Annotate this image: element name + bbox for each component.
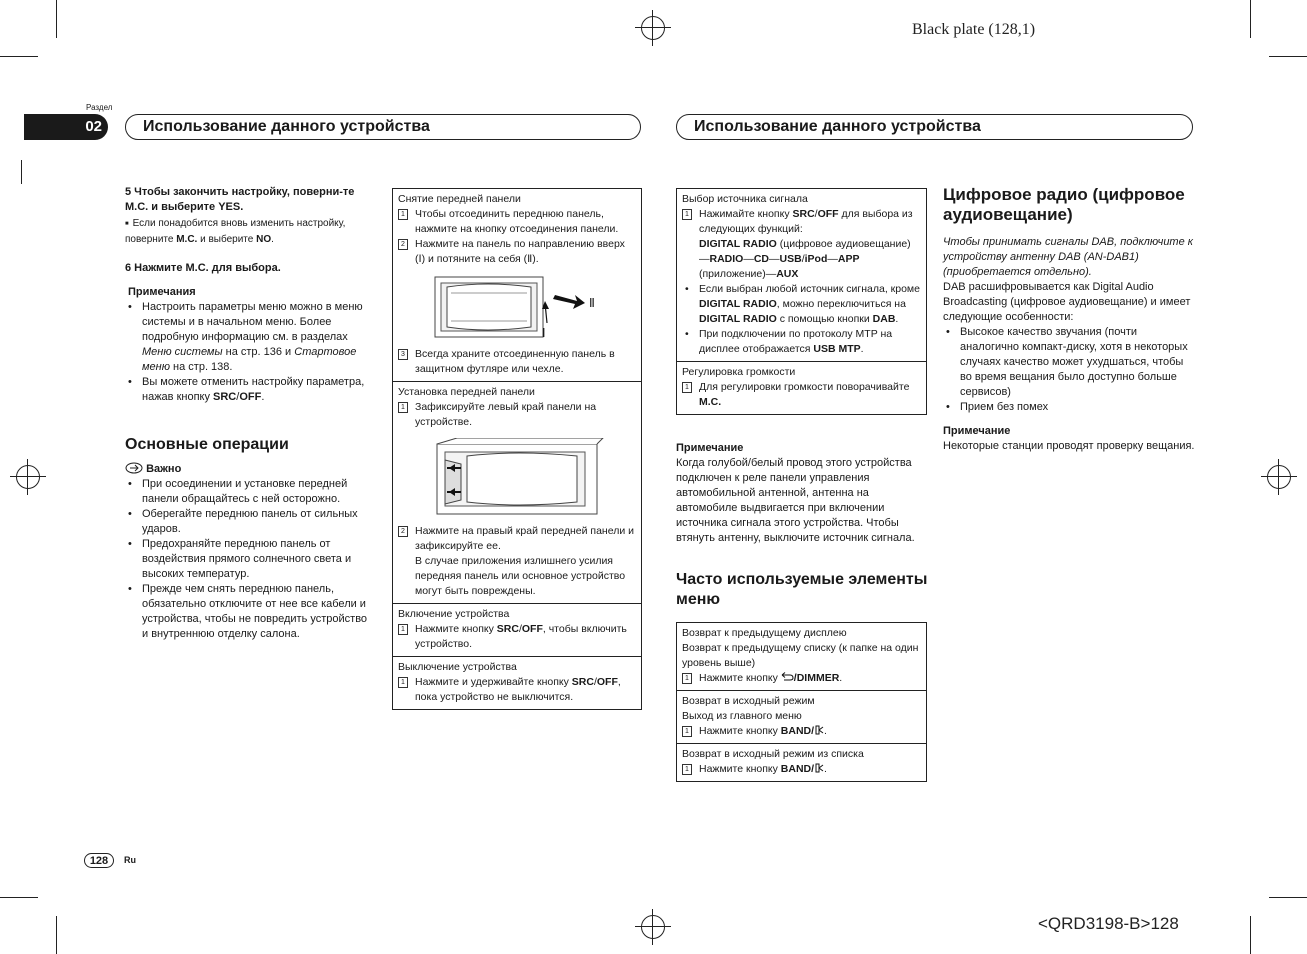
page-title-right: Использование данного устройства — [676, 114, 1193, 140]
crop-mark — [0, 897, 38, 898]
power-on-section — [393, 603, 641, 656]
menu-items-heading: Часто используемые элементы меню — [676, 571, 928, 608]
note-text: Некоторые станции проводят проверку вещания. — [943, 440, 1195, 452]
step-6: 6 Нажмите M.C. для выбора. — [125, 262, 281, 274]
power-off-title: Выключение устройства — [398, 661, 517, 673]
intro-text: DAB расшифровывается как Digital Audio Broadcasting (цифровое аудиовещание) и имеет следующие особенности: — [943, 281, 1191, 323]
crop-mark — [56, 0, 57, 38]
page-title-left: Использование данного устройства — [125, 114, 641, 140]
registration-mark — [635, 10, 671, 46]
menu-item-back: Возврат к предыдущему дисплею Возврат к предыдущему списку (к папке на один уровень выше) 1 Нажмите кнопку /DIMMER. — [677, 623, 926, 690]
crop-mark — [1269, 897, 1307, 898]
install-panel-title: Установка передней панели — [398, 386, 535, 398]
language-code: Ru — [124, 855, 136, 865]
numbered-step: 1 Нажмите кнопку /DIMMER. — [682, 671, 921, 686]
column-3-note — [676, 441, 928, 610]
source-volume-box — [676, 188, 927, 415]
registration-mark — [1261, 459, 1297, 495]
note-text: Когда голубой/белый провод этого устройства подключен к реле панели управления автомобильной антенной, антенна на автомобиле выдвигается при включении источника сигнала этого устройства. Чтобы втянуть антенну, выключите источник сигнала. — [676, 457, 915, 544]
source-select-title: Выбор источника сигнала — [682, 193, 808, 205]
numbered-step: 2 Нажмите на правый край передней панели и зафиксируйте ее. — [398, 524, 636, 554]
list-item: • Настроить параметры меню можно в меню системы и в начальном меню. Более подробную информацию см. в разделах Меню системы на стр. 136 и Стартовое меню на стр. 138. — [128, 301, 363, 373]
arrow-label-1: Ⅰ — [542, 326, 546, 340]
volume-title: Регулировка громкости — [682, 366, 796, 378]
crop-mark — [1250, 0, 1251, 38]
notes-list — [125, 300, 375, 405]
numbered-step: 1 Чтобы отсоединить переднюю панель, нажмите на кнопку отсоединения панели. — [398, 207, 636, 237]
source-notes — [682, 282, 921, 357]
remove-panel-illustration — [427, 273, 607, 343]
menu-item-home: Возврат в исходный режим Выход из главного меню 1 Нажмите кнопку BAND/ . — [677, 690, 926, 743]
plate-label: Black plate (128,1) — [912, 21, 1036, 38]
remove-panel-section — [393, 189, 641, 381]
note-title: Примечание — [943, 425, 1011, 437]
source-list: DIGITAL RADIO (цифровое аудиовещание)—RADIO—CD—USB/iPod—APP (приложение)—AUX — [699, 238, 911, 280]
section-label: Раздел — [86, 103, 113, 112]
crop-mark — [1269, 56, 1307, 57]
column-1 — [125, 185, 375, 642]
crop-mark — [56, 916, 57, 954]
square-bullet-icon: ■ — [125, 221, 129, 227]
list-item: • Прием без помех — [946, 401, 1049, 413]
list-item: • Оберегайте переднюю панель от сильных ударов. — [128, 508, 358, 535]
numbered-step: 2 Нажмите на панель по направлению вверх (Ⅰ) и потяните на себя (Ⅱ). — [398, 237, 636, 267]
list-item: • Высокое качество звучания (почти аналогично компакт-диску, хотя в некоторых случаях качество может ухудшаться, чтобы во время вещания было доступно больше сервисов) — [946, 326, 1188, 398]
numbered-step: 1 Для регулировки громкости поворачивайте M.C. — [682, 380, 921, 410]
registration-mark — [635, 909, 671, 945]
numbered-step: 1 Зафиксируйте левый край панели на устройстве. — [398, 400, 636, 430]
install-panel-section — [393, 381, 641, 603]
important-icon — [125, 462, 143, 474]
page-number: 128 — [84, 853, 114, 868]
numbered-step: 1 Нажимайте кнопку SRC/OFF для выбора из следующих функций: — [682, 207, 921, 237]
document-code: <QRD3198-B>128 — [1038, 914, 1179, 933]
arrow-label-2: Ⅱ — [589, 296, 595, 310]
list-item: • Предохраняйте переднюю панель от воздействия прямого солнечного света и высоких температур. — [128, 538, 352, 580]
numbered-step: 3 Всегда храните отсоединенную панель в защитном футляре или чехле. — [398, 347, 636, 377]
list-item: • При подключении по протоколу MTP на дисплее отображается USB MTP. — [685, 328, 893, 355]
list-item: • Прежде чем снять переднюю панель, обязательно отключите от нее все кабели и устройства, чтобы не повредить устройство и внутреннюю отделку салона. — [128, 583, 368, 640]
step-note: В случае приложения излишнего усилия передняя панель или основное устройство могут быть повреждены. — [415, 555, 626, 597]
numbered-step: 1 Нажмите и удерживайте кнопку SRC/OFF, пока устройство не выключится. — [398, 675, 636, 705]
step-5: 5 Чтобы закончить настройку, поверни-те M.C. и выберите YES. — [125, 186, 355, 213]
important-label: Важно — [125, 462, 375, 477]
power-off-section — [393, 656, 641, 709]
section-number: 02 — [24, 114, 108, 140]
source-select-section — [677, 189, 926, 361]
menu-item-home-list: Возврат в исходный режим из списка 1 Нажмите кнопку BAND/ . — [677, 743, 926, 781]
important-list — [125, 477, 375, 642]
numbered-step: 1 Нажмите кнопку SRC/OFF, чтобы включить устройство. — [398, 622, 636, 652]
column-4 — [943, 185, 1195, 454]
crop-mark — [0, 56, 38, 57]
front-panel-box — [392, 188, 642, 710]
intro-italic: Чтобы принимать сигналы DAB, подключите к устройству антенну DAB (AN-DAB1) (приобретается отдельно). — [943, 236, 1193, 278]
crop-mark — [21, 160, 22, 184]
menu-items-box — [676, 622, 927, 782]
numbered-step: 1 Нажмите кнопку BAND/ . — [682, 724, 921, 739]
note-title: Примечание — [676, 442, 744, 454]
basic-operations-heading: Основные операции — [125, 436, 289, 453]
power-on-title: Включение устройства — [398, 608, 510, 620]
step-5-note: ■ Если понадобится вновь изменить настройку, поверните M.C. и выберите NO. — [125, 218, 346, 245]
back-icon — [781, 672, 794, 681]
notes-title: Примечания — [128, 286, 196, 298]
dab-features-list — [943, 325, 1195, 415]
digital-radio-heading: Цифровое радио (цифровое аудиовещание) — [943, 185, 1185, 224]
list-item: • Вы можете отменить настройку параметра, нажав кнопку SRC/OFF. — [128, 376, 365, 403]
list-item: • При осоединении и установке передней панели обращайтесь с ней осторожно. — [128, 478, 348, 505]
phone-back-icon — [814, 725, 824, 735]
numbered-step: 1 Нажмите кнопку BAND/ . — [682, 762, 921, 777]
volume-section — [677, 361, 926, 414]
phone-back-icon — [814, 763, 824, 773]
remove-panel-title: Снятие передней панели — [398, 193, 521, 205]
registration-mark — [10, 459, 46, 495]
install-panel-illustration — [427, 438, 607, 518]
list-item: • Если выбран любой источник сигнала, кроме DIGITAL RADIO, можно переключиться на DIGITAL RADIO с помощью кнопки DAB. — [685, 283, 920, 325]
crop-mark — [1250, 916, 1251, 954]
